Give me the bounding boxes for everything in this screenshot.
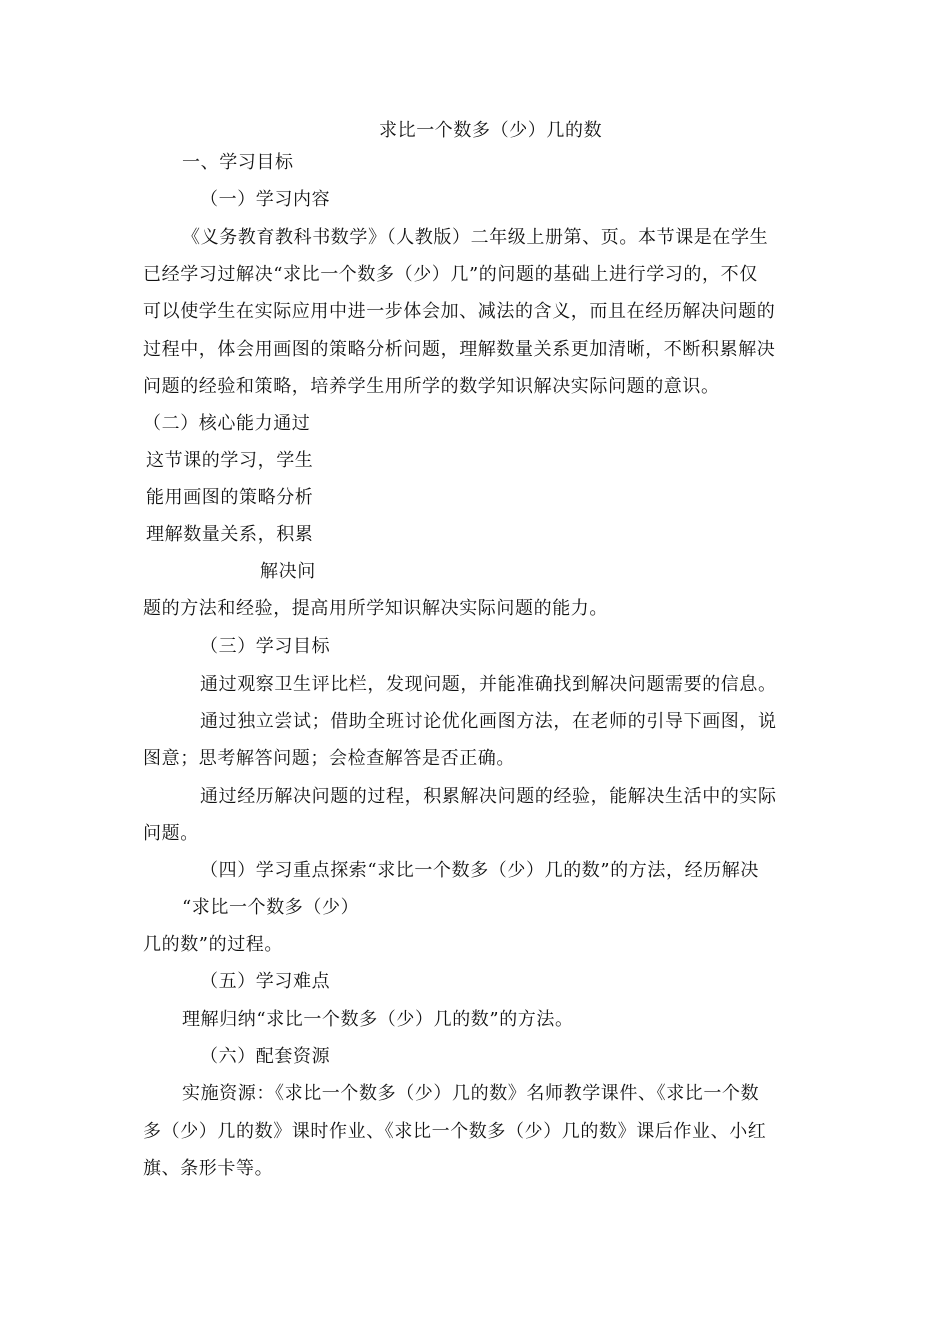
document-title: 求比一个数多（少）几的数 (379, 120, 603, 141)
subheading-learning-goals: （三）学习目标 (200, 636, 331, 657)
paragraph-line: 《义务教育教科书数学》（人教版）二年级上册第、页。本节课是在学生 (182, 227, 769, 248)
paragraph-line: 已经学习过解决“求比一个数多（少）几”的问题的基础上进行学习的，不仅 (143, 264, 758, 285)
paragraph-line: 实施资源：《求比一个数多（少）几的数》名师教学课件、《求比一个数 (182, 1083, 760, 1104)
paragraph-line: 解决问 (260, 561, 316, 582)
paragraph-line: 通过观察卫生评比栏，发现问题，并能准确找到解决问题需要的信息。 (200, 674, 777, 695)
paragraph-line: 问题的经验和策略，培养学生用所学的数学知识解决实际问题的意识。 (143, 376, 720, 397)
paragraph-line: 理解数量关系，积累 (146, 524, 314, 545)
paragraph-line: 图意；思考解答问题；会检查解答是否正确。 (143, 748, 515, 769)
paragraph-line: 能用画图的策略分析 (146, 487, 314, 508)
subheading-core-ability: （二）核心能力通过 (143, 413, 311, 434)
paragraph-line: 这节课的学习，学生 (146, 450, 314, 471)
paragraph-line: 几的数”的过程。 (143, 934, 284, 955)
paragraph-line: 过程中，体会用画图的策略分析问题，理解数量关系更加清晰，不断积累解决 (143, 339, 776, 360)
paragraph-line: 多（少）几的数》课时作业、《求比一个数多（少）几的数》课后作业、小红 (143, 1121, 767, 1142)
subheading-learning-content: （一）学习内容 (200, 189, 331, 210)
paragraph-line: 题的方法和经验，提高用所学知识解决实际问题的能力。 (143, 598, 608, 619)
subheading-key-points: （四）学习重点探索“求比一个数多（少）几的数”的方法，经历解决 (200, 860, 760, 881)
paragraph-line: 旗、条形卡等。 (143, 1158, 274, 1179)
paragraph-line: 问题。 (143, 823, 199, 844)
subheading-resources: （六）配套资源 (200, 1046, 331, 1067)
paragraph-line: 通过经历解决问题的过程，积累解决问题的经验，能解决生活中的实际 (200, 786, 777, 807)
paragraph-line: 通过独立尝试；借助全班讨论优化画图方法，在老师的引导下画图，说 (200, 711, 777, 732)
paragraph-line: “求比一个数多（少） (182, 897, 360, 918)
section-heading-objectives: 一、学习目标 (182, 152, 294, 173)
subheading-difficulties: （五）学习难点 (200, 971, 331, 992)
paragraph-line: 可以使学生在实际应用中进一步体会加、减法的含义，而且在经历解决问题的 (143, 301, 776, 322)
paragraph-line: 理解归纳“求比一个数多（少）几的数”的方法。 (182, 1009, 574, 1030)
